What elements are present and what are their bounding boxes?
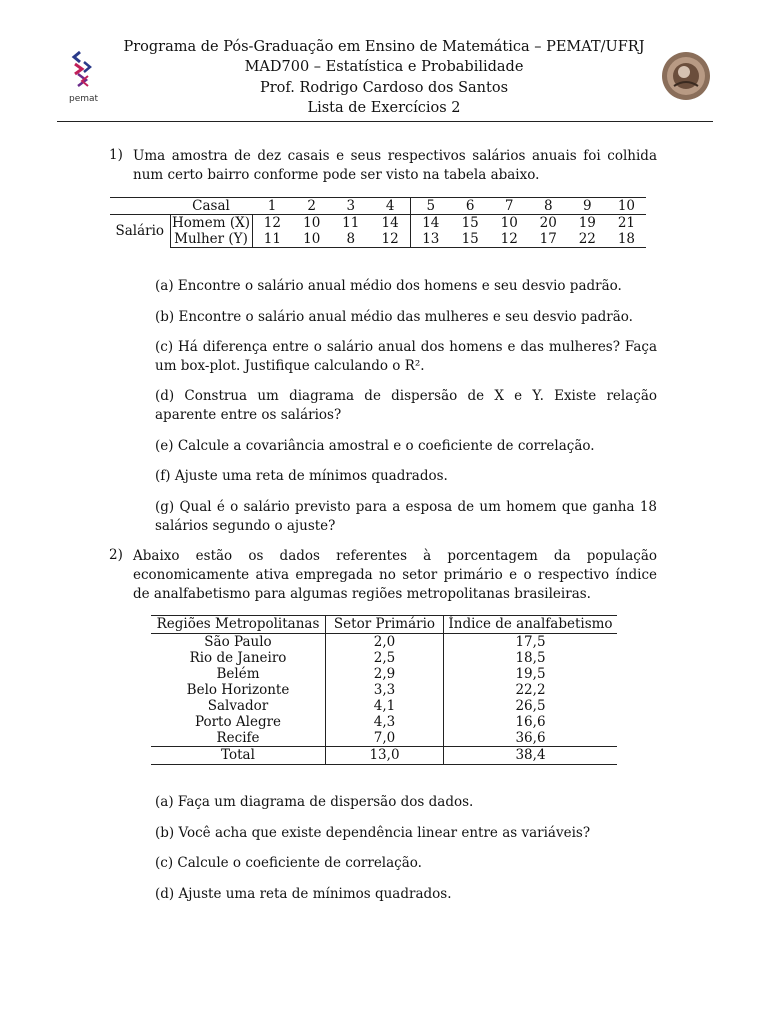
question-1-item-c: (c) Há diferença entre o salário anual dos homens e das mulheres? Faça um box-plot. Justifique calculando o R². <box>155 339 657 374</box>
table-cell: 20 <box>539 215 557 231</box>
table-cell: 22 <box>568 231 607 248</box>
couple-number: 6 <box>451 198 490 215</box>
table-row <box>151 730 617 747</box>
table-header-row <box>110 198 646 215</box>
table-row <box>151 714 617 730</box>
salary-table <box>110 197 646 248</box>
table-cell: 2,5 <box>326 650 444 666</box>
table-row-men <box>110 215 646 232</box>
table-row <box>151 634 617 651</box>
table-cell: 8 <box>331 231 370 248</box>
region-cell: São Paulo <box>204 634 272 650</box>
table-cell: 18,5 <box>444 650 618 666</box>
table-cell: 16,6 <box>444 714 618 730</box>
table-row <box>151 650 617 666</box>
table-cell: 12 <box>370 231 410 248</box>
men-label: Homem (X) <box>170 215 252 232</box>
table-cell: 18 <box>607 231 646 248</box>
women-label: Mulher (Y) <box>170 231 252 248</box>
table-cell: 10 <box>500 215 518 231</box>
couple-number: 3 <box>331 198 370 215</box>
table-cell: 17,5 <box>444 634 618 651</box>
course-title: MAD700 – Estatística e Probabilidade <box>244 59 524 75</box>
svg-text:pemat: pemat <box>69 94 99 104</box>
table-cell: 14 <box>410 215 450 232</box>
table-cell: 38,4 <box>444 747 618 765</box>
table-row-women <box>110 231 646 248</box>
table-cell: 15 <box>461 215 479 231</box>
table-cell: 15 <box>451 231 490 248</box>
total-label: Total <box>151 747 326 765</box>
header-divider <box>57 121 713 122</box>
couple-label: Casal <box>170 198 252 215</box>
region-cell: Porto Alegre <box>194 714 282 730</box>
table-cell: 4,1 <box>326 698 444 714</box>
couple-number: 9 <box>568 198 607 215</box>
table-cell: 7,0 <box>326 730 444 747</box>
couple-number: 1 <box>252 198 292 215</box>
table-cell: 3,3 <box>326 682 444 698</box>
question-1-number: 1) <box>109 147 123 163</box>
question-1-item-d: (d) Construa um diagrama de dispersão de X e Y. Existe relação aparente entre os salários? <box>155 388 657 423</box>
table-cell: 13 <box>410 231 450 248</box>
question-1-text: Uma amostra de dez casais e seus respectivos salários anuais foi colhida num certo bairro conforme pode ser visto na tabela abaixo. <box>133 148 657 183</box>
table-row <box>151 666 617 682</box>
literacy-table <box>151 615 617 765</box>
region-cell: Belém <box>216 666 260 682</box>
table-cell: 26,5 <box>444 698 618 714</box>
couple-number: 2 <box>292 198 331 215</box>
column-header: Regiões Metropolitanas <box>151 616 326 634</box>
question-2-item-b: (b) Você acha que existe dependência linear entre as variáveis? <box>155 825 591 841</box>
question-1-item-f: (f) Ajuste uma reta de mínimos quadrados. <box>155 468 448 484</box>
column-header: Setor Primário <box>326 616 444 634</box>
table-cell: 11 <box>252 231 292 248</box>
table-cell: 2,0 <box>326 634 444 651</box>
couple-number: 8 <box>529 198 568 215</box>
table-cell: 14 <box>381 215 399 231</box>
question-2-item-a: (a) Faça um diagrama de dispersão dos dados. <box>155 794 474 810</box>
program-title: Programa de Pós-Graduação em Ensino de Matemática – PEMAT/UFRJ <box>123 39 645 55</box>
question-1-item-e: (e) Calcule a covariância amostral e o coeficiente de correlação. <box>155 438 595 454</box>
table-cell: 10 <box>303 215 321 231</box>
list-title: Lista de Exercícios 2 <box>307 100 461 116</box>
couple-number: 5 <box>410 198 450 215</box>
table-row <box>151 698 617 714</box>
table-cell: 11 <box>342 215 360 231</box>
table-header-row <box>151 616 617 634</box>
table-cell: 22,2 <box>444 682 618 698</box>
couple-number: 10 <box>607 198 646 215</box>
table-cell: 10 <box>292 231 331 248</box>
region-cell: Rio de Janeiro <box>189 650 287 666</box>
table-cell: 13,0 <box>326 747 444 765</box>
table-cell: 12 <box>252 215 292 232</box>
question-1-item-a: (a) Encontre o salário anual médio dos homens e seu desvio padrão. <box>155 278 622 294</box>
question-2-text: Abaixo estão os dados referentes à porcentagem da população economicamente ativa empregada no setor primário e o respectivo índice de analfabetismo para algumas regiões metropolitanas brasileiras. <box>133 548 657 602</box>
question-2-item-c: (c) Calcule o coeficiente de correlação. <box>155 855 422 871</box>
couple-number: 4 <box>370 198 410 215</box>
table-cell: 2,9 <box>326 666 444 682</box>
professor-name: Prof. Rodrigo Cardoso dos Santos <box>259 80 509 96</box>
question-1-item-g: (g) Qual é o salário previsto para a esposa de um homem que ganha 18 salários segundo o ajuste? <box>155 499 657 534</box>
table-cell: 36,6 <box>444 730 618 747</box>
table-cell: 4,3 <box>326 714 444 730</box>
couple-number: 7 <box>490 198 529 215</box>
region-cell: Belo Horizonte <box>186 682 290 698</box>
table-cell: 21 <box>617 215 636 231</box>
table-cell: 19,5 <box>444 666 618 682</box>
table-cell: 12 <box>490 231 529 248</box>
question-1-item-b: (b) Encontre o salário anual médio das mulheres e seu desvio padrão. <box>155 309 633 325</box>
table-cell: 17 <box>529 231 568 248</box>
table-cell: 19 <box>578 215 596 231</box>
region-cell: Salvador <box>207 698 269 714</box>
table-total-row <box>151 747 617 765</box>
question-2-item-d: (d) Ajuste uma reta de mínimos quadrados. <box>155 886 452 902</box>
salary-row-label: Salário <box>115 223 165 240</box>
region-cell: Recife <box>216 730 260 746</box>
table-row <box>151 682 617 698</box>
question-2-number: 2) <box>109 547 123 563</box>
column-header: Índice de analfabetismo <box>444 616 618 634</box>
